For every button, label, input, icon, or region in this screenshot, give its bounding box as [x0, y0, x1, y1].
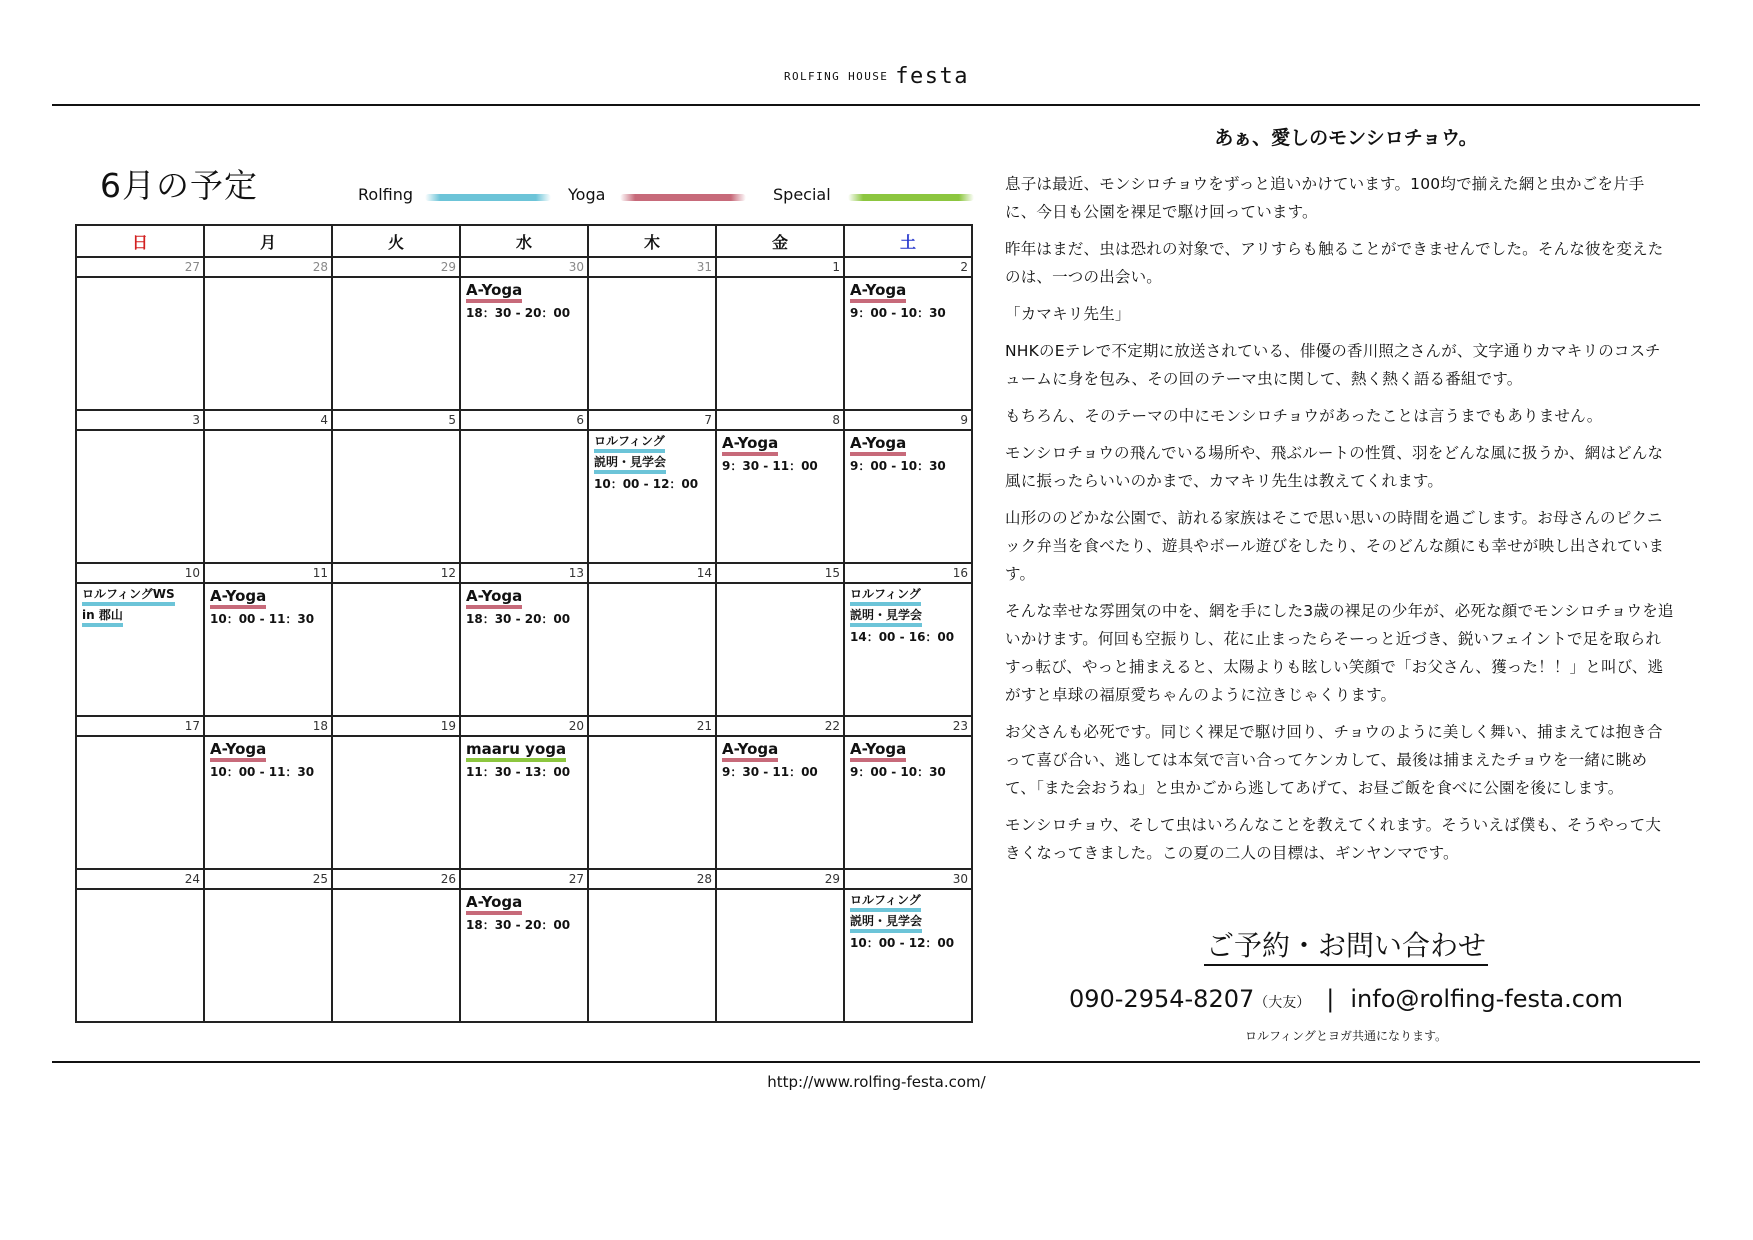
event-time: 14：00 - 16：00 [850, 630, 955, 644]
weekday-header: 日 [76, 225, 204, 257]
event-time: 11：30 - 13：00 [466, 765, 571, 779]
date-number: 17 [76, 716, 204, 736]
date-number: 6 [460, 410, 588, 430]
calendar-title: 6月の予定 [100, 166, 258, 205]
event-time: 18：30 - 20：00 [466, 918, 571, 932]
day-cell [332, 889, 460, 1022]
calendar-event [82, 587, 201, 627]
story-paragraph: そんな幸せな雰囲気の中を、網を手にした3歳の裸足の少年が、必死な顔でモンシロチョウを追いかけます。何回も空振りし、花に止まったらそーっと近づき、鋭いフェイントで足を取られすっ転び、やっと捕まえると、太陽よりも眩しい笑顔で「お父さん、獲った！！」と叫び、逃がすと卓球の福原愛ちゃんのように泣きじゃくります。 [1005, 602, 1674, 704]
story-paragraph: 「カマキリ先生」 [1005, 305, 1131, 323]
header-divider [52, 104, 1700, 106]
date-number: 31 [588, 257, 716, 277]
weekday-header: 木 [588, 225, 716, 257]
calendar-event [466, 281, 585, 322]
date-number: 15 [716, 563, 844, 583]
event-time: 10：00 - 11：30 [210, 765, 315, 779]
date-number: 9 [844, 410, 972, 430]
calendar-event [466, 740, 585, 781]
event-title: A-Yoga [850, 281, 906, 303]
event-title: in 郡山 [82, 608, 123, 627]
week-row [76, 889, 972, 1022]
contact-heading-text: ご予約・お問い合わせ [1204, 929, 1488, 966]
day-cell [332, 430, 460, 563]
date-number-row [76, 869, 972, 889]
event-title: A-Yoga [210, 740, 266, 762]
event-title: maaru yoga [466, 740, 566, 762]
date-number: 30 [460, 257, 588, 277]
event-title: A-Yoga [466, 587, 522, 609]
date-number: 3 [76, 410, 204, 430]
weekday-header: 土 [844, 225, 972, 257]
calendar-event [466, 893, 585, 934]
date-number: 27 [76, 257, 204, 277]
calendar-body [76, 257, 972, 1022]
day-cell [844, 583, 972, 716]
calendar-event [850, 893, 969, 952]
day-cell [204, 889, 332, 1022]
weekday-header: 火 [332, 225, 460, 257]
phone-contact-name: （大友） [1254, 995, 1311, 1011]
calendar-event [850, 434, 969, 475]
week-row [76, 583, 972, 716]
weekday-header-row [76, 225, 972, 257]
day-cell [844, 736, 972, 869]
date-number: 5 [332, 410, 460, 430]
legend-label-rolfing: Rolfing [358, 185, 414, 204]
event-time: 18：30 - 20：00 [466, 612, 571, 626]
event-time: 9：30 - 11：00 [722, 459, 818, 473]
day-cell [460, 277, 588, 410]
day-cell [460, 889, 588, 1022]
event-title: ロルフィング [594, 434, 665, 453]
date-number: 1 [716, 257, 844, 277]
calendar-event [210, 587, 329, 628]
day-cell [332, 583, 460, 716]
date-number: 19 [332, 716, 460, 736]
week-row [76, 430, 972, 563]
event-title: ロルフィングWS [82, 587, 175, 606]
day-cell [844, 430, 972, 563]
day-cell [716, 889, 844, 1022]
date-number-row [76, 257, 972, 277]
story-paragraph: もちろん、そのテーマの中にモンシロチョウがあったことは言うまでもありません。 [1005, 407, 1603, 425]
legend-swatch-special [848, 194, 974, 201]
day-cell [76, 889, 204, 1022]
calendar-grid [75, 224, 973, 1023]
event-time: 10：00 - 12：00 [850, 936, 955, 950]
date-number: 25 [204, 869, 332, 889]
event-title: A-Yoga [210, 587, 266, 609]
calendar-event [722, 434, 841, 475]
calendar-event [722, 740, 841, 781]
day-cell [588, 277, 716, 410]
date-number: 24 [76, 869, 204, 889]
story-paragraph: お父さんも必死です。同じく裸足で駆け回り、チョウのように美しく舞い、捕まえては抱き合って喜び合い、逃しては本気で言い合ってケンカして、最後は捕まえたチョウを一緒に眺めて、「また会おうね」と虫かごから逃してあげて、お昼ご飯を食べに公園を後にします。 [1005, 723, 1663, 797]
calendar-event [466, 587, 585, 628]
contact-heading [1005, 928, 1687, 964]
day-cell [716, 277, 844, 410]
date-number: 14 [588, 563, 716, 583]
weekday-header: 金 [716, 225, 844, 257]
day-cell [588, 430, 716, 563]
story-paragraph: 息子は最近、モンシロチョウをずっと追いかけています。100均で揃えた網と虫かごを片手に、今日も公園を裸足で駆け回っています。 [1005, 175, 1645, 221]
date-number: 16 [844, 563, 972, 583]
date-number: 4 [204, 410, 332, 430]
event-time: 10：00 - 11：30 [210, 612, 315, 626]
date-number: 30 [844, 869, 972, 889]
event-time: 9：00 - 10：30 [850, 306, 946, 320]
day-cell [204, 430, 332, 563]
date-number: 2 [844, 257, 972, 277]
brand-logo [0, 64, 1753, 89]
event-title: A-Yoga [722, 434, 778, 456]
event-title: A-Yoga [466, 281, 522, 303]
day-cell [204, 736, 332, 869]
date-number: 29 [332, 257, 460, 277]
day-cell [332, 277, 460, 410]
date-number: 28 [588, 869, 716, 889]
date-number: 10 [76, 563, 204, 583]
legend-label-yoga: Yoga [568, 185, 606, 204]
event-time: 9：00 - 10：30 [850, 765, 946, 779]
day-cell [460, 583, 588, 716]
contact-separator: | [1326, 985, 1335, 1013]
calendar-event [850, 587, 969, 646]
day-cell [716, 430, 844, 563]
event-title: A-Yoga [850, 740, 906, 762]
day-cell [844, 889, 972, 1022]
brand-large-text: festa [895, 64, 970, 89]
date-number: 13 [460, 563, 588, 583]
date-number: 22 [716, 716, 844, 736]
event-title: A-Yoga [850, 434, 906, 456]
contact-note: ロルフィングとヨガ共通になります。 [1244, 1029, 1448, 1043]
event-title: 説明・見学会 [850, 914, 922, 933]
day-cell [588, 583, 716, 716]
date-number: 12 [332, 563, 460, 583]
story-paragraph: 山形ののどかな公園で、訪れる家族はそこで思い思いの時間を過ごします。お母さんのピクニック弁当を食べたり、遊具やボール遊びをしたり、そのどんな顔にも幸せが映し出されています。 [1005, 509, 1665, 583]
event-title: A-Yoga [466, 893, 522, 915]
day-cell [204, 277, 332, 410]
day-cell [460, 736, 588, 869]
event-title: 説明・見学会 [594, 455, 666, 474]
week-row [76, 277, 972, 410]
event-title: A-Yoga [722, 740, 778, 762]
date-number-row [76, 410, 972, 430]
date-number: 27 [460, 869, 588, 889]
date-number: 18 [204, 716, 332, 736]
brand-small-text: ROLFING HOUSE [783, 70, 889, 83]
story-text [1005, 170, 1675, 876]
calendar-event [594, 434, 713, 493]
calendar-event [850, 740, 969, 781]
day-cell [588, 736, 716, 869]
event-time: 9：00 - 10：30 [850, 459, 946, 473]
website-url-link[interactable]: http://www.rolfing-festa.com/ [767, 1073, 986, 1091]
event-time: 9：30 - 11：00 [722, 765, 818, 779]
calendar-event [850, 281, 969, 322]
date-number: 8 [716, 410, 844, 430]
calendar-event [210, 740, 329, 781]
legend-label-special: Special [773, 185, 831, 204]
date-number-row [76, 716, 972, 736]
story-paragraph: 昨年はまだ、虫は恐れの対象で、アリすらも触ることができませんでした。そんな彼を変えたのは、一つの出会い。 [1005, 240, 1664, 286]
event-time: 10：00 - 12：00 [594, 477, 699, 491]
event-title: 説明・見学会 [850, 608, 922, 627]
legend-swatch-rolfing [425, 194, 551, 201]
date-number: 21 [588, 716, 716, 736]
date-number-row [76, 563, 972, 583]
event-time: 18：30 - 20：00 [466, 306, 571, 320]
email-link[interactable]: info@rolfing-festa.com [1350, 985, 1624, 1013]
date-number: 23 [844, 716, 972, 736]
day-cell [76, 277, 204, 410]
date-number: 29 [716, 869, 844, 889]
day-cell [332, 736, 460, 869]
weekday-header: 月 [204, 225, 332, 257]
day-cell [844, 277, 972, 410]
day-cell [588, 889, 716, 1022]
week-row [76, 736, 972, 869]
date-number: 28 [204, 257, 332, 277]
legend-swatch-yoga [620, 194, 746, 201]
day-cell [716, 583, 844, 716]
contact-line [1005, 984, 1687, 1018]
date-number: 11 [204, 563, 332, 583]
day-cell [76, 583, 204, 716]
story-title: あぁ、愛しのモンシロチョウ。 [1214, 127, 1478, 149]
day-cell [76, 736, 204, 869]
event-title: ロルフィング [850, 893, 921, 912]
date-number: 26 [332, 869, 460, 889]
day-cell [76, 430, 204, 563]
footer-divider [52, 1061, 1700, 1063]
day-cell [716, 736, 844, 869]
story-paragraph: モンシロチョウ、そして虫はいろんなことを教えてくれます。そういえば僕も、そうやって大きくなってきました。この夏の二人の目標は、ギンヤンマです。 [1005, 816, 1662, 862]
date-number: 7 [588, 410, 716, 430]
weekday-header: 水 [460, 225, 588, 257]
day-cell [460, 430, 588, 563]
story-paragraph: モンシロチョウの飛んでいる場所や、飛ぶルートの性質、羽をどんな風に扱うか、網はどんな風に振ったらいいのかまで、カマキリ先生は教えてくれます。 [1005, 444, 1664, 490]
day-cell [204, 583, 332, 716]
date-number: 20 [460, 716, 588, 736]
story-paragraph: NHKのEテレで不定期に放送されている、俳優の香川照之さんが、文字通りカマキリのコスチュームに身を包み、その回のテーマ虫に関して、熱く熱く語る番組です。 [1005, 342, 1661, 388]
event-title: ロルフィング [850, 587, 921, 606]
phone-number[interactable]: 090-2954-8207 [1068, 985, 1255, 1013]
